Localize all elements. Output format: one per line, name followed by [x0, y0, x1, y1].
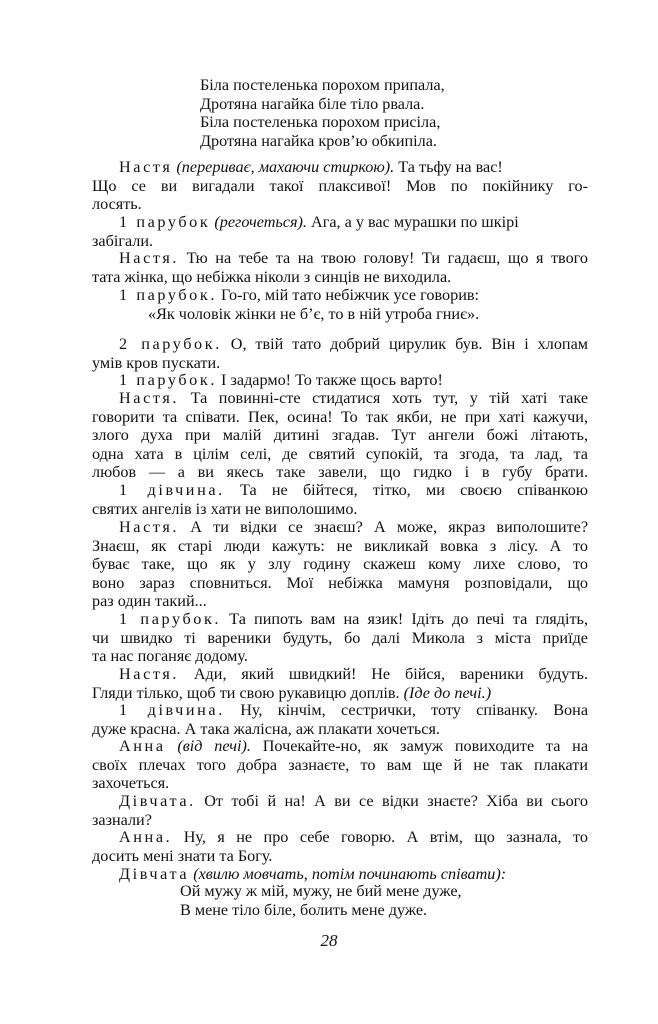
verse-line: Дротяна нагайка біле тіло рвала.	[200, 94, 425, 113]
speech-line: От тобі й на! А ви се відки знаєте? Хіба ви сього	[204, 792, 589, 810]
speech-line: Та пипоть вам на язик! Ідіть до печі та глядіть,	[229, 610, 588, 628]
dialogue-parubok1-4	[92, 610, 588, 666]
speech-line: тата жінка, що небіжка ніколи з синців не виходила.	[92, 267, 452, 286]
speech-line: Знаєш, як старі люди кажуть: не викликай вовка з лісу. А то	[92, 536, 588, 555]
speaker: 1 дівчина.	[119, 481, 225, 499]
dialogue-divchata-1	[92, 792, 588, 829]
speech-line: Ага, а у вас мурашки по шкірі	[311, 213, 519, 231]
verse-line: В мене тіло біле, болить мене дуже.	[180, 900, 428, 919]
speech-line: одна хата в цілім селі, де святий супокій, та згода, та лад, та	[92, 444, 588, 463]
speech-line: зазнали?	[92, 810, 152, 829]
speech-line: Та тьфу на вас!	[398, 158, 503, 176]
speaker: Настя.	[119, 665, 180, 683]
speech-line: Тю на тебе та на твою голову! Ти гадаєш, що я твого	[186, 249, 588, 267]
speech-line: своїх плечах того добра зазнаєте, то вам ще й не так плакати	[92, 755, 588, 774]
speech-line: І задармо! То также щось варто!	[221, 371, 443, 389]
dialogue-nastia-5	[92, 665, 588, 702]
speech-line: Гляди тілько, щоб ти свою рукавицю доплів.	[92, 683, 400, 702]
verse-line: Біла постеленька порохом припала,	[200, 76, 445, 94]
speaker: Анна	[119, 737, 166, 755]
verse-top	[200, 76, 445, 150]
verse-bottom	[180, 882, 462, 919]
speaker: 1 дівчина.	[119, 701, 225, 719]
quote-line: «Як чоловік жінки не б’є, то в ній утроба гниє».	[148, 305, 480, 323]
speech-line: Та повинні-сте стидатися хоть тут, у тій хаті таке	[190, 389, 589, 407]
speech-line: злого духа при малій дитині згадав. Тут ангели божі літають,	[92, 426, 588, 444]
dialogue-anna-1	[92, 737, 588, 793]
verse-line: Дротяна нагайка кров’ю обкипіла.	[200, 131, 437, 150]
dialogue-nastia-1	[92, 158, 588, 214]
stage-direction: (хвилю мовчать, потім починають співати):	[193, 865, 507, 883]
dialogue-nastia-2	[92, 249, 588, 286]
dialogue-divchyna1-2	[92, 701, 588, 738]
speech-line: чи швидко ті вареники будуть, бо далі Микола з міста приїде	[92, 628, 588, 647]
speaker: Настя	[119, 158, 173, 176]
speech-line: раз один такий...	[92, 592, 207, 610]
verse-line: Біла постеленька порохом присіла,	[200, 113, 441, 132]
dialogue-divchata-2	[92, 865, 588, 884]
speech-line: захочеться.	[92, 774, 170, 792]
speech-line: Ну, я не про себе говорю. А втім, що зазнала, то	[183, 828, 589, 846]
speech-line: воно зараз сповниться. Мої небіжка мамуня розповідали, що	[92, 573, 588, 592]
stage-direction: (регочеться).	[214, 213, 307, 231]
speech-line: О, твій тато добрий цирулик був. Він і хлопам	[230, 335, 589, 353]
speech-line: Го-го, мій тато небіжчик усе говорив:	[221, 286, 480, 304]
dialogue-nastia-3	[92, 389, 588, 482]
speaker: Настя.	[119, 518, 180, 536]
speech-line: святих ангелів із хати не виполошимо.	[92, 499, 358, 518]
speaker: Настя.	[119, 389, 180, 407]
stage-direction: (від печі).	[177, 737, 251, 755]
speaker: 1 парубок.	[119, 286, 217, 304]
speech-line: Та не бійтеся, тітко, ми своєю співанкою	[240, 481, 588, 499]
speaker: Дівчата	[119, 865, 190, 883]
speech-line: Що се ви вигадали такої плаксивої! Мов по покійнику го-	[92, 176, 588, 195]
dialogue-parubok1-3	[92, 371, 588, 390]
speaker: 1 парубок	[119, 213, 211, 231]
speech-line: говорити та співати. Пек, осина! То так якби, не при хаті кажучи,	[92, 407, 588, 426]
speech-line: досить мені знати та Богу.	[92, 846, 273, 865]
stage-direction: (перериває, махаючи стиркою).	[176, 158, 395, 176]
dialogue-parubok1-2	[92, 286, 588, 305]
speaker: Анна.	[119, 828, 173, 846]
stage-direction: (Іде до печі.)	[403, 683, 492, 702]
speech-line: забігали.	[92, 231, 154, 250]
verse-line: Ой мужу ж мій, мужу, не бий мене дуже,	[180, 882, 462, 900]
speech-line: умів кров пускати.	[92, 353, 221, 372]
speech-line: А ти відки се знаєш? А може, якраз виполошите?	[190, 518, 589, 536]
speech-line: та нас поганяє додому.	[92, 647, 248, 665]
speaker: 2 парубок.	[119, 335, 222, 353]
speaker: Настя.	[119, 249, 180, 267]
dialogue-paruboк1-1	[92, 213, 588, 250]
speaker: 1 парубок.	[119, 610, 222, 628]
page-number: 28	[320, 931, 338, 950]
speech-line: Ади, який швидкий! Не бійся, вареники будуть.	[193, 665, 588, 683]
speech-line: Почекайте-но, як замуж повиходите та на	[262, 737, 588, 755]
speech-line: лосять.	[92, 195, 142, 213]
speech-line: Ну, кінчім, сестрички, тоту співанку. Вона	[240, 701, 588, 719]
speech-line: дуже красна. А така жалісна, аж плакати хочеться.	[92, 719, 440, 738]
dialogue-divchyna1-1	[92, 481, 588, 518]
speaker: Дівчата.	[119, 792, 196, 810]
speech-line: любов — а ви якесь таке завели, що гидко і в губу брати.	[92, 463, 588, 481]
speaker: 1 парубок.	[119, 371, 217, 389]
speech-line: буває таке, що як у злу годину скажеш кому лихе слово, то	[92, 555, 588, 573]
dialogue-nastia-4	[92, 518, 588, 611]
dialogue-parubok2-1	[92, 335, 588, 372]
dialogue-anna-2	[92, 828, 588, 865]
